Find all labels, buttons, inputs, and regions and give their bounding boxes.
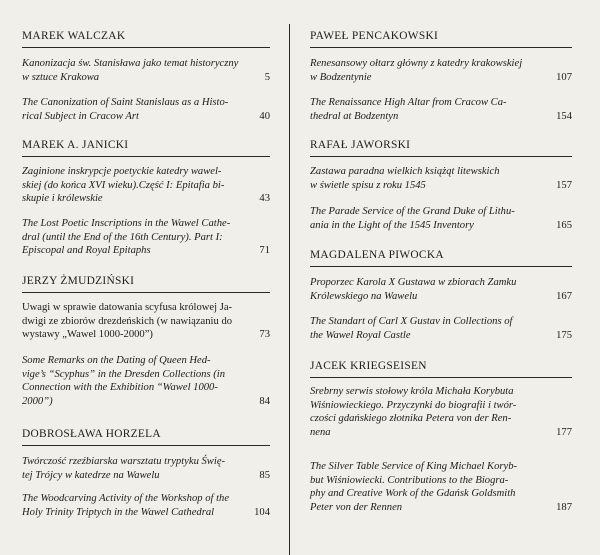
entry-title-line: dral (until the End of the 16th Century). Part I:	[22, 231, 223, 243]
entry-title-line: skiej (do końca XVI wieku).Część I: Epitafia bi-	[22, 179, 225, 191]
page-number: 157	[556, 179, 572, 191]
author-heading: MAREK A. JANICKI	[22, 139, 270, 157]
page-number: 104	[254, 506, 270, 518]
entry-title-line: 2000”)	[22, 395, 53, 407]
page-number: 175	[556, 329, 572, 341]
author-heading: PAWEŁ PENCAKOWSKI	[310, 30, 572, 48]
entry-title-line: Renesansowy ołtarz główny z katedry krakowskiej	[310, 58, 523, 69]
toc-entry[interactable]	[22, 57, 270, 84]
entry-title-line: czości gdańskiego złotnika Petera von der Ren-	[310, 413, 512, 425]
author-heading: JERZY ŻMUDZIŃSKI	[22, 275, 270, 293]
entry-title-line: Proporzec Karola X Gustawa w zbiorach Zamku	[310, 277, 517, 288]
entry-title-line: but Wiśniowiecki. Contributions to the Biogra-	[310, 474, 509, 486]
author-heading: DOBROSŁAWA HORZELA	[22, 428, 270, 446]
entry-title-line: wystawy „Wawel 1000-2000”)	[22, 329, 153, 341]
entry-title-line: Episcopal and Royal Epitaphs	[22, 245, 151, 257]
toc-entry[interactable]	[310, 276, 572, 303]
entry-title-line: Srebrny serwis stołowy króla Michała Korybuta	[310, 386, 514, 397]
entry-title-line: skupie i królewskie	[22, 193, 103, 205]
author-heading: MAREK WALCZAK	[22, 30, 270, 48]
entry-title-line: Uwagi w sprawie datowania scyfusa królowej Ja-	[22, 302, 233, 313]
entry-title-line: The Canonization of Saint Stanislaus as a Histo-	[22, 97, 229, 108]
toc-entry[interactable]	[22, 354, 270, 408]
entry-title-line: The Silver Table Service of King Michael Koryb-	[310, 461, 518, 472]
toc-entry[interactable]	[310, 385, 572, 439]
page-number: 165	[556, 219, 572, 231]
toc-entry[interactable]	[310, 205, 572, 232]
entry-title-line: tej Trójcy w katedrze na Wawelu	[22, 469, 160, 481]
author-heading: RAFAŁ JAWORSKI	[310, 139, 572, 157]
page-number: 154	[556, 110, 572, 122]
toc-entry[interactable]	[22, 96, 270, 123]
right-column	[310, 0, 572, 555]
toc-entry[interactable]	[310, 96, 572, 123]
entry-title-line: nena	[310, 426, 331, 438]
toc-entry[interactable]	[310, 165, 572, 192]
page-number: 177	[556, 426, 572, 438]
page-number: 187	[556, 501, 572, 513]
entry-title-line: The Lost Poetic Inscriptions in the Wawel Cathe-	[22, 218, 231, 229]
toc-entry[interactable]	[310, 315, 572, 342]
entry-title-line: w świetle spisu z roku 1545	[310, 179, 426, 191]
entry-title-line: the Wawel Royal Castle	[310, 329, 411, 341]
entry-title-line: Twórczość rzeźbiarska warsztatu tryptyku Świę-	[22, 456, 226, 467]
entry-title-line: Królewskiego na Wawelu	[310, 290, 418, 302]
page-number: 40	[259, 110, 270, 122]
entry-title-line: phy and Creative Work of the Gdańsk Goldsmith	[310, 488, 516, 500]
entry-title-line: w Bodzentynie	[310, 71, 372, 83]
column-divider	[289, 24, 290, 555]
toc-entry[interactable]	[22, 301, 270, 342]
page-number: 84	[259, 395, 270, 407]
author-heading: JACEK KRIEGSEISEN	[310, 360, 572, 378]
toc-entry[interactable]	[310, 57, 572, 84]
page-number: 167	[556, 290, 572, 302]
toc-entry[interactable]	[310, 460, 572, 514]
entry-title-line: The Renaissance High Altar from Cracow Ca-	[310, 97, 507, 108]
toc-entry[interactable]	[22, 165, 270, 206]
page-number: 107	[556, 71, 572, 83]
page-number: 5	[264, 71, 270, 83]
page-number: 43	[259, 193, 270, 205]
page-number: 73	[259, 329, 270, 341]
entry-title-line: rical Subject in Cracow Art	[22, 110, 139, 122]
entry-title-line: Wiśniowieckiego. Przyczynki do biografii i twór-	[310, 399, 517, 411]
entry-title-line: Connection with the Exhibition “Wawel 1000-	[22, 382, 218, 394]
entry-title-line: vige’s “Scyphus” in the Dresden Collections (in	[22, 368, 226, 380]
entry-title-line: thedral at Bodzentyn	[310, 110, 399, 122]
entry-title-line: Some Remarks on the Dating of Queen Hed-	[22, 355, 211, 366]
entry-title-line: Holy Trinity Triptych in the Wawel Cathedral	[22, 506, 215, 518]
entry-title-line: The Parade Service of the Grand Duke of Lithu-	[310, 206, 515, 217]
entry-title-line: Peter von der Rennen	[310, 501, 403, 513]
entry-title-line: The Woodcarving Activity of the Workshop of the	[22, 493, 230, 504]
page-number: 85	[259, 469, 270, 481]
left-column	[22, 0, 270, 555]
page-number: 71	[259, 245, 270, 257]
toc-entry[interactable]	[22, 455, 270, 482]
author-heading: MAGDALENA PIWOCKA	[310, 249, 572, 267]
entry-title-line: Zaginione inskrypcje poetyckie katedry wawel-	[22, 166, 222, 177]
entry-title-line: The Standart of Carl X Gustav in Collections of	[310, 316, 513, 327]
entry-title-line: Zastawa paradna wielkich książąt litewskich	[310, 166, 500, 177]
entry-title-line: Kanonizacja św. Stanisława jako temat historyczny	[22, 58, 239, 69]
entry-title-line: w sztuce Krakowa	[22, 71, 100, 83]
toc-entry[interactable]	[22, 492, 270, 519]
entry-title-line: dwigi ze zbiorów drezdeńskich (w nawiązaniu do	[22, 315, 233, 327]
toc-entry[interactable]	[22, 217, 270, 258]
entry-title-line: ania in the Light of the 1545 Inventory	[310, 219, 474, 231]
